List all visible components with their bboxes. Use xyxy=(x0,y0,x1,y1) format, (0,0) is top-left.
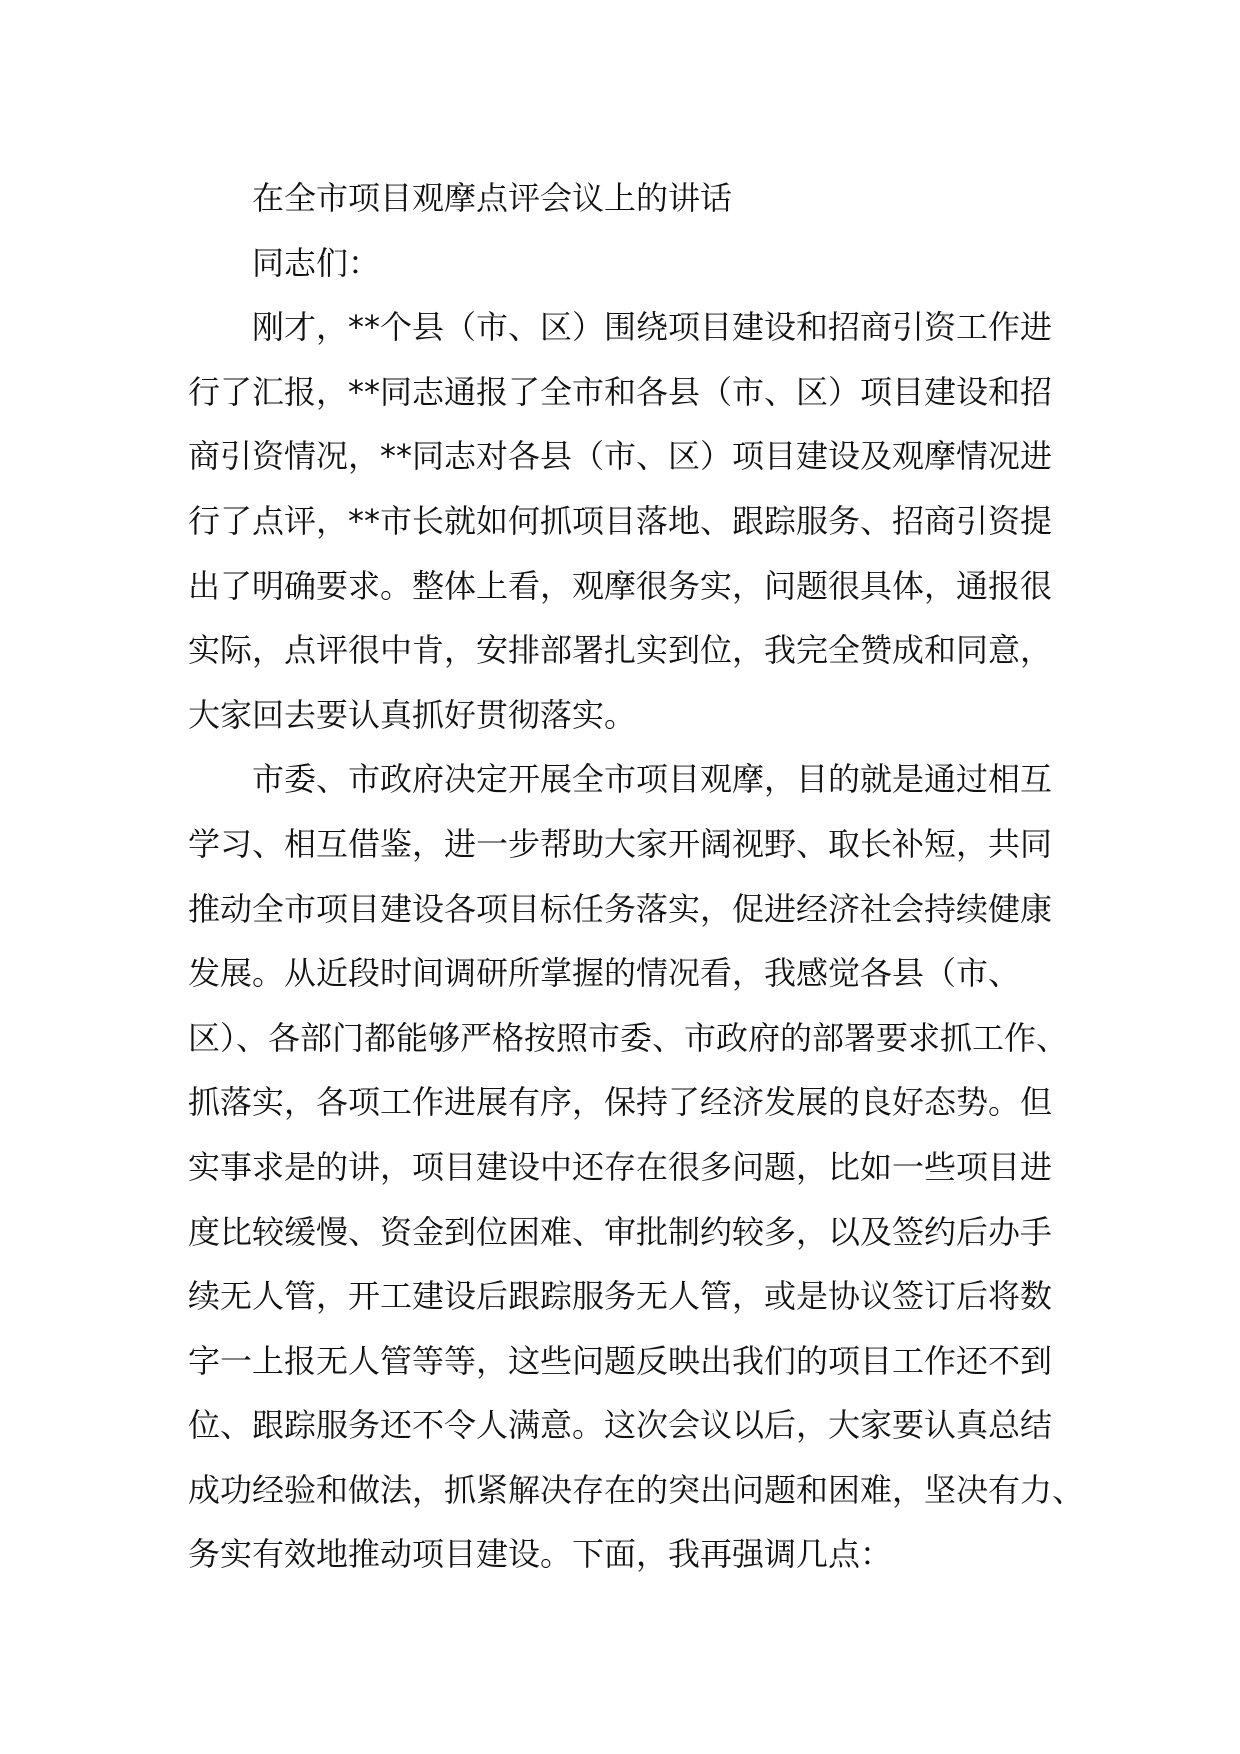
paragraph-line: 市委、市政府决定开展全市项目观摩，目的就是通过相互 xyxy=(252,760,1053,799)
paragraph-line: 务实有效地推动项目建设。下面，我再强调几点： xyxy=(188,1535,893,1574)
paragraph-line: 成功经验和做法，抓紧解决存在的突出问题和困难，坚决有力、 xyxy=(188,1470,1085,1509)
paragraph-2 xyxy=(188,747,1085,1587)
paragraph-line: 续无人管，开工建设后跟踪服务无人管，或是协议签订后将数 xyxy=(188,1277,1053,1316)
document-page xyxy=(188,166,1085,1587)
paragraph-line: 刚才，**个县（市、区）围绕项目建设和招商引资工作进 xyxy=(252,308,1053,347)
paragraph-line: 行了汇报，**同志通报了全市和各县（市、区）项目建设和招 xyxy=(188,372,1053,411)
paragraph-line: 实际，点评很中肯，安排部署扎实到位，我完全赞成和同意， xyxy=(188,631,1053,670)
paragraph-line: 抓落实，各项工作进展有序，保持了经济发展的良好态势。但 xyxy=(188,1083,1053,1122)
paragraph-line: 出了明确要求。整体上看，观摩很务实，问题很具体，通报很 xyxy=(188,566,1053,605)
paragraph-line: 字一上报无人管等等，这些问题反映出我们的项目工作还不到 xyxy=(188,1341,1053,1380)
paragraph-line: 区）、各部门都能够严格按照市委、市政府的部署要求抓工作、 xyxy=(188,1018,1069,1057)
paragraph-line: 发展。从近段时间调研所掌握的情况看，我感觉各县（市、 xyxy=(188,954,1021,993)
document-title: 在全市项目观摩点评会议上的讲话 xyxy=(252,179,733,217)
paragraph-line: 推动全市项目建设各项目标任务落实，促进经济社会持续健康 xyxy=(188,889,1053,928)
paragraph-line: 大家回去要认真抓好贯彻落实。 xyxy=(188,695,637,734)
paragraph-line: 学习、相互借鉴，进一步帮助大家开阔视野、取长补短，共同 xyxy=(188,824,1053,863)
paragraph-line: 商引资情况，**同志对各县（市、区）项目建设及观摩情况进 xyxy=(188,437,1053,476)
paragraph-1 xyxy=(188,295,1076,747)
paragraph-line: 位、跟踪服务还不令人满意。这次会议以后，大家要认真总结 xyxy=(188,1406,1053,1445)
salutation: 同志们： xyxy=(252,243,381,282)
paragraph-line: 实事求是的讲，项目建设中还存在很多问题，比如一些项目进 xyxy=(188,1147,1053,1186)
paragraph-line: 行了点评，**市长就如何抓项目落地、跟踪服务、招商引资提 xyxy=(188,501,1053,540)
paragraph-line: 度比较缓慢、资金到位困难、审批制约较多，以及签约后办手 xyxy=(188,1212,1053,1251)
